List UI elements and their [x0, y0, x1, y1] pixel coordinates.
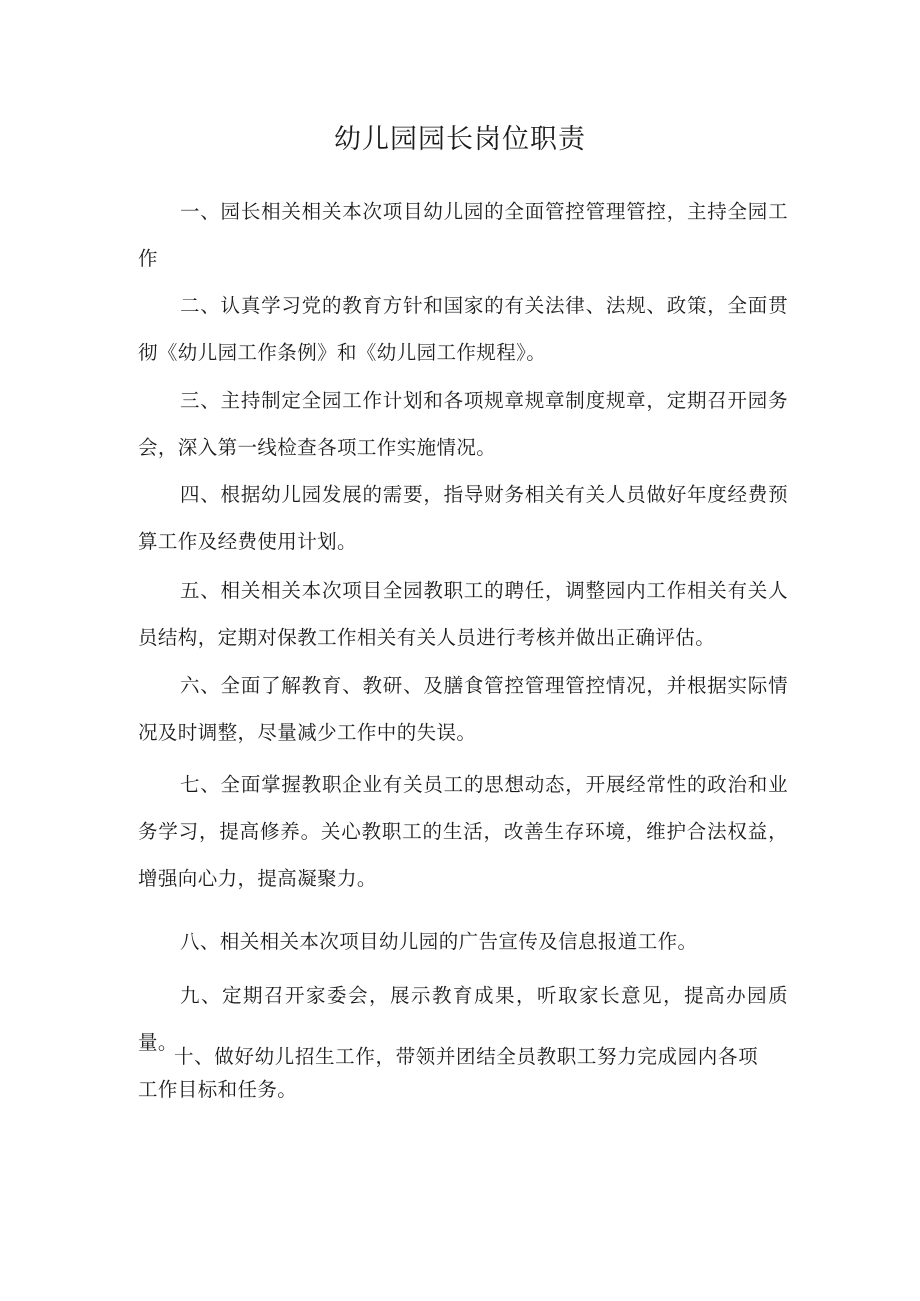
duty-paragraph-5: 五、相关相关本次项目全园教职工的聘任，调整园内工作相关有关人员结构，定期对保教工作相关有关人员进行考核并做出正确评估。	[138, 579, 788, 649]
duty-paragraph-3: 三、主持制定全园工作计划和各项规章规章制度规章，定期召开园务会，深入第一线检查各项工作实施情况。	[138, 389, 788, 459]
duty-paragraph-8: 八、相关相关本次项目幼儿园的广告宣传及信息报道工作。	[180, 930, 698, 953]
duty-paragraph-7: 七、全面掌握教职企业有关员工的思想动态，开展经常性的政治和业务学习，提高修养。关心教职工的生活，改善生存环境，维护合法权益，增强向心力，提高凝聚力。	[138, 773, 788, 890]
duty-paragraph-4: 四、根据幼儿园发展的需要，指导财务相关有关人员做好年度经费预算工作及经费使用计划。	[138, 483, 788, 553]
document-title: 幼儿园园长岗位职责	[334, 124, 586, 155]
duty-paragraph-2: 二、认真学习党的教育方针和国家的有关法律、法规、政策，全面贯彻《幼儿园工作条例》和《幼儿园工作规程》。	[138, 294, 788, 364]
duty-paragraph-1: 一、园长相关相关本次项目幼儿园的全面管控管理管控，主持全园工作	[138, 200, 788, 270]
duty-paragraph-10: 十、做好幼儿招生工作，带领并团结全员教职工努力完成园内各项工作目标和任务。	[138, 1045, 758, 1101]
duty-paragraph-9: 九、定期召开家委会，展示教育成果，听取家长意见，提高办园质量。	[138, 984, 788, 1054]
duty-paragraph-6: 六、全面了解教育、教研、及膳食管控管理管控情况，并根据实际情况及时调整，尽量减少工作中的失误。	[138, 674, 788, 744]
